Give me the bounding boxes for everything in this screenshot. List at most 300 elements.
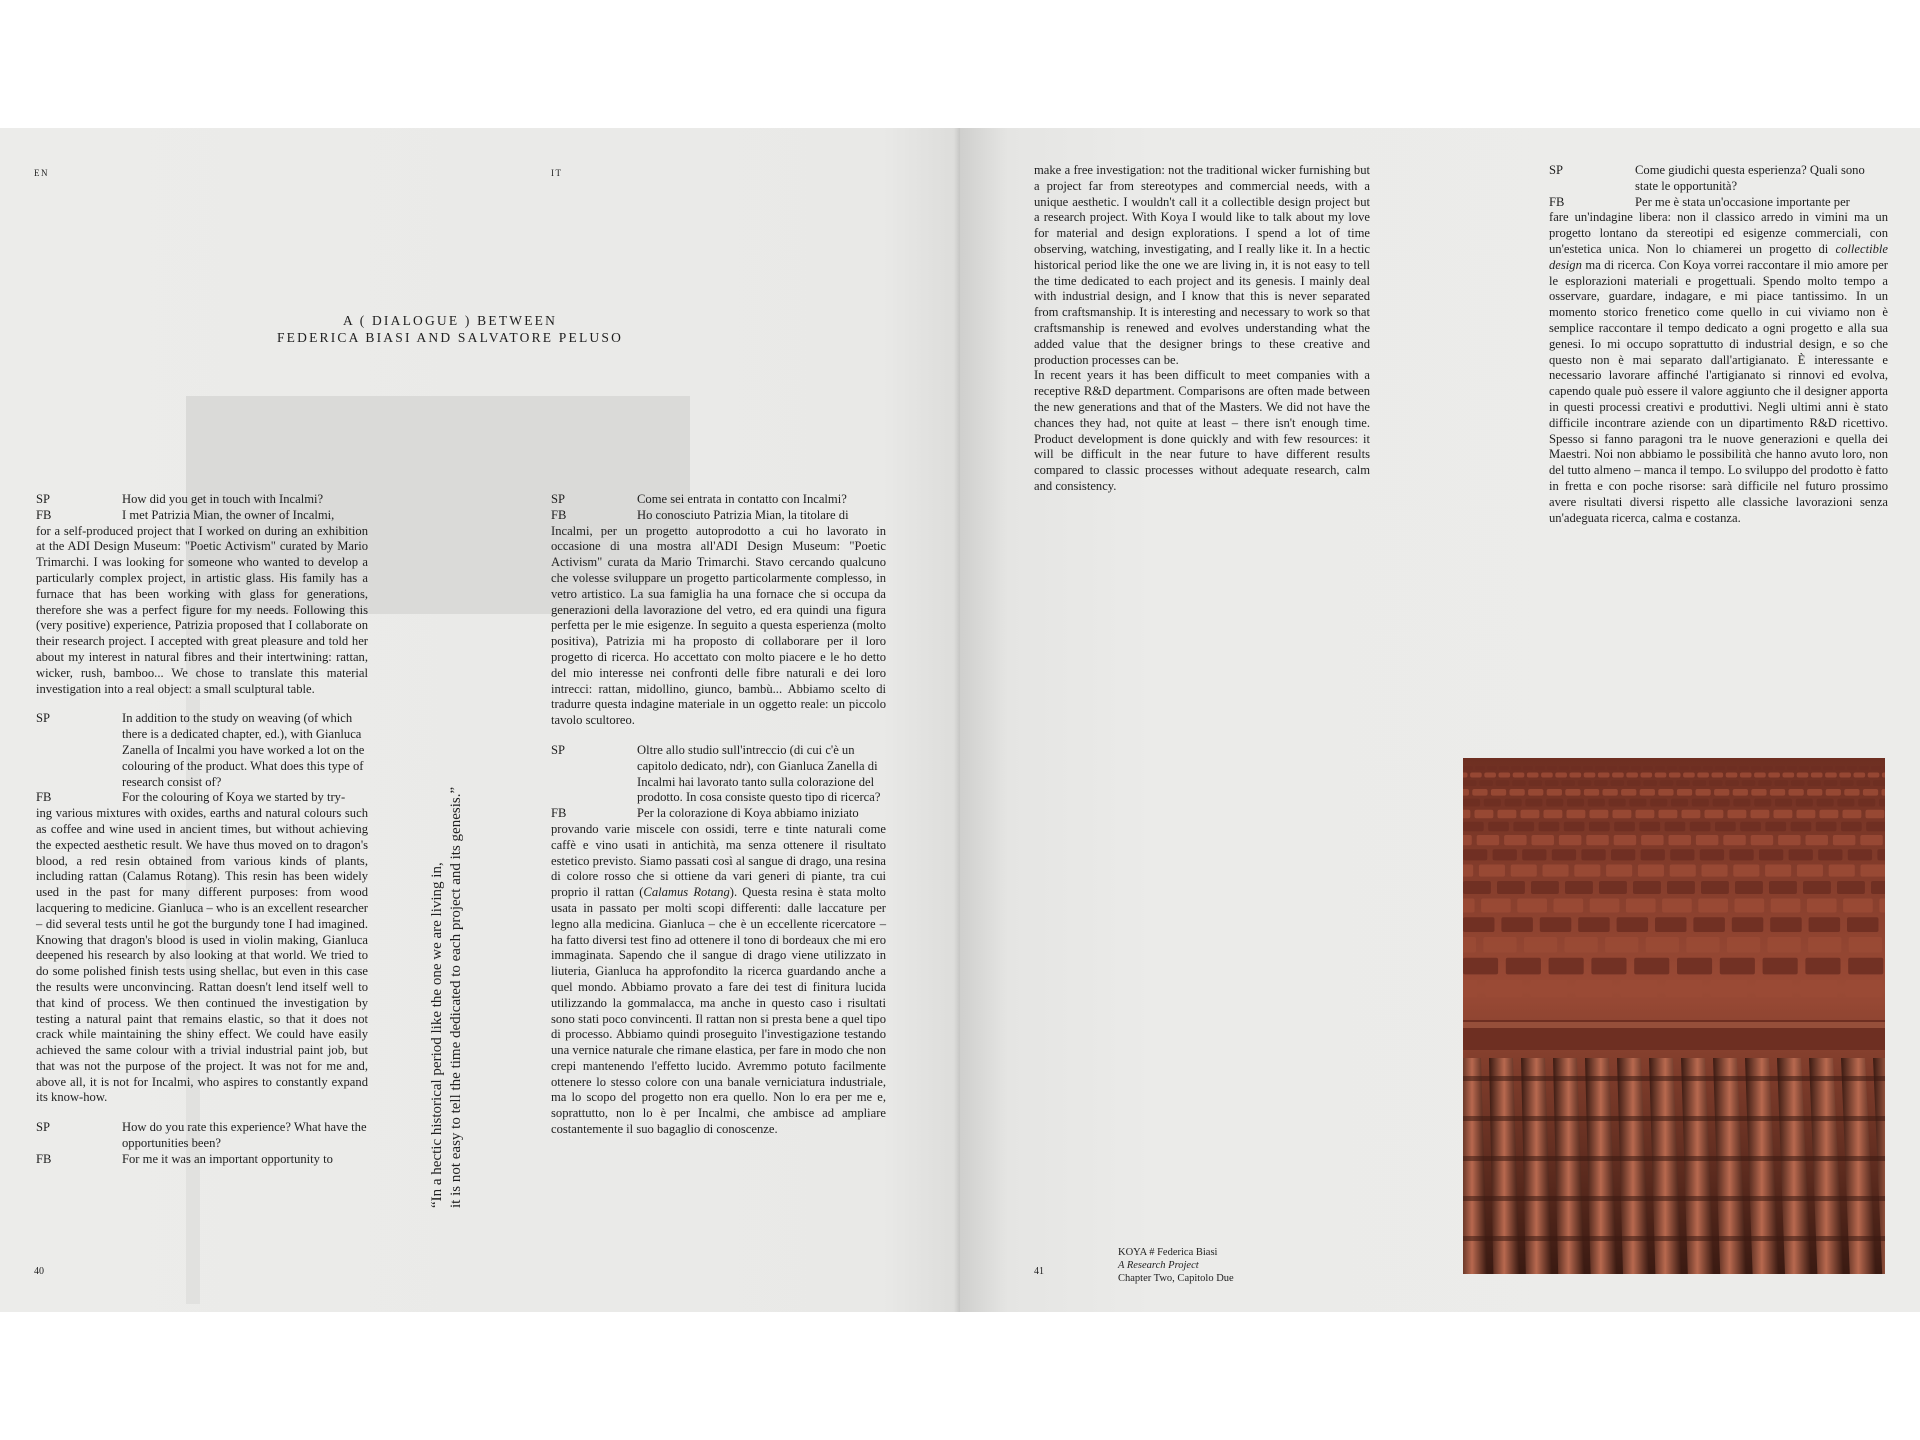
weave-cell	[1693, 780, 1706, 786]
answer-text: Per me è stata un'occasione importante per	[1635, 194, 1850, 209]
weave-cell	[1666, 980, 1703, 998]
weave-cell	[1540, 917, 1571, 932]
weave-cell	[1829, 865, 1855, 877]
weave-cell	[1484, 799, 1501, 807]
credit-line-1: KOYA # Federica Biasi	[1118, 1247, 1218, 1258]
binding-strand	[1463, 1236, 1885, 1241]
speaker-label: FB	[1549, 194, 1565, 209]
speaker-label: SP	[36, 492, 51, 506]
continuation-paragraph-2: In recent years it has been difficult to meet companies with a receptive R&D department. Comparisons are often made between the new generations and that of the Masters. We did not have the chances they had, not quite at least – there isn't enough time. Product development is done quickly and with few resources: it will be difficult in the near future to have different results compared to classic processes without adequate research, calm and consistency.	[1034, 368, 1370, 493]
weave-cell	[1670, 865, 1696, 877]
weave-cell	[1475, 766, 1485, 770]
weave-cell	[1837, 881, 1865, 894]
weave-cell	[1733, 789, 1748, 796]
binding-strand	[1463, 1196, 1885, 1201]
weave-cell	[1740, 773, 1752, 778]
weave-cell	[1591, 958, 1626, 975]
weave-cell	[1807, 789, 1822, 796]
weave-cell	[1491, 789, 1506, 796]
weave-cell	[1463, 980, 1477, 998]
language-label-it: IT	[551, 168, 563, 178]
weave-cell	[1848, 958, 1883, 975]
weave-cell	[1463, 958, 1498, 975]
weave-cell	[1715, 822, 1736, 831]
answer-2-first-line	[551, 806, 886, 822]
question-text: How did you get in touch with Incalmi?	[122, 492, 324, 506]
photo-credit	[1118, 1246, 1234, 1285]
weave-cell	[1501, 917, 1532, 932]
weave-cell	[1796, 799, 1813, 807]
answer-3-body	[1549, 210, 1888, 526]
answer-2-body: ing various mixtures with oxides, earths and natural colours such as coffee and wine used in ancient times, but without achieving the expected aesthetic result. We have thus moved on to dragon's blood, a red resin obtained from various kinds of plants, including rattan (Calamus Rotang). This resin has been widely used in the past for many different purposes: from wood lacquering to medicine. Gianluca – who is an excellent researcher – did several tests until he got the burgundy tone I had imagined. Knowing that dragon's blood is used in violin making, Gianluca deepened his research by also looking at that world. We tried to do some polished finish tests using shellac, but even in this case the results were unconvincing. Rattan doesn't lend itself well to that kind of process. We then continued the investigation by testing a natural paint that remains elastic, so that it does not crack while maintaining the shiny effect. We could have easily achieved the same colour with a trivial industrial paint job, but that was not the purpose of the project. It was not for me and, above all, it is not for Incalmi, who aspires to constantly expand its know-how.	[36, 806, 368, 1105]
weave-cell	[1594, 780, 1607, 786]
weave-cell	[1555, 773, 1567, 778]
language-label-en: EN	[34, 168, 49, 178]
weave-cell	[1866, 810, 1885, 819]
weave-cell	[1463, 766, 1473, 770]
weave-cell	[1770, 917, 1801, 932]
weave-cell	[1590, 810, 1609, 819]
weave-cell	[1705, 810, 1724, 819]
weave-cell	[1713, 799, 1730, 807]
weave-cell	[1733, 799, 1750, 807]
weave-cell	[1463, 849, 1487, 860]
weave-cell	[1640, 789, 1655, 796]
weave-cell	[1835, 766, 1845, 770]
weave-cell	[1643, 780, 1656, 786]
weave-cell	[1861, 865, 1886, 877]
weave-cell	[1775, 799, 1792, 807]
weave-cell	[1470, 773, 1482, 778]
weave-cell	[1711, 980, 1748, 998]
weave-cell	[1633, 881, 1661, 894]
weave-cell	[1742, 780, 1755, 786]
weave-cell	[1525, 799, 1542, 807]
weave-cell	[1543, 865, 1569, 877]
answer-1-body: for a self-produced project that I worked on during an exhibition at the ADI Design Museum: "Poetic Activism" curated by Mario Trimarchi. I was looking for someone who wanted to develop a particularly complex project, in artistic glass. His family has a furnace that has been working with glass for generations, therefore she was a perfect figure for my needs. Following this (very positive) experience, Patrizia proposed that I collaborate on their research project. I accepted with great pleasure and told her about my interest in natural fibres and their intertwining: rattan, wicker, rush, bamboo... We chose to translate this material investigation into a real object: a small sculptural table.	[36, 523, 368, 696]
weave-cell	[1857, 780, 1870, 786]
weave-cell	[1535, 766, 1545, 770]
binding-strand	[1463, 1076, 1885, 1081]
weave-cell	[1662, 899, 1692, 913]
weave-cell	[1613, 810, 1632, 819]
weave-cell	[1809, 917, 1840, 932]
weave-cell	[1584, 773, 1596, 778]
speaker-label: FB	[551, 507, 567, 522]
weave-cell	[1715, 766, 1725, 770]
weave-cell	[1611, 849, 1635, 860]
weave-cell	[1824, 780, 1837, 786]
weave-cell	[1859, 766, 1869, 770]
answer-text-part: provando varie miscele con ossidi, terre e tinte naturali come caffè e vino usati in antichità, ma senza ottenere il risultato estetico previsto. Siamo passati così al sangue di drago, una resina di colore rosso che si ottiene da vari generi di piante, tra cui proprio il rattan (	[551, 821, 886, 900]
weave-cell	[1658, 789, 1673, 796]
weave-cell	[1552, 849, 1576, 860]
weave-cell	[1849, 937, 1882, 953]
weave-cell	[1629, 799, 1646, 807]
weave-cell	[1843, 899, 1873, 913]
question-text: Come giudichi questa esperienza? Quali sono state le opportunità?	[1635, 163, 1865, 193]
weave-cell	[1763, 766, 1773, 770]
weave-cell	[1791, 822, 1812, 831]
weave-cell	[1714, 789, 1729, 796]
weave-cell	[1679, 766, 1689, 770]
weave-cell	[1523, 766, 1533, 770]
weave-cell	[1723, 835, 1745, 845]
weave-cell	[1521, 810, 1540, 819]
weave-cell	[1609, 799, 1626, 807]
weave-cell	[1627, 780, 1640, 786]
weave-cell	[1659, 810, 1678, 819]
weave-cell	[1588, 799, 1605, 807]
weave-cell	[1504, 835, 1526, 845]
weave-cell	[1700, 849, 1724, 860]
weave-cell	[1703, 766, 1713, 770]
weave-cell	[1554, 899, 1584, 913]
weave-cell	[1797, 865, 1823, 877]
weave-cell	[1671, 799, 1688, 807]
english-column	[36, 492, 368, 1168]
weave-cell	[1690, 822, 1711, 831]
weave-cell	[1603, 789, 1618, 796]
answer-text: Ho conosciuto Patrizia Mian, la titolare di	[637, 507, 849, 522]
answer-text-part: ma di ricerca. Con Koya vorrei raccontare il mio amore per le esplorazioni materiali e progettuali. Spendo molto tempo a osservare, guardare, indagare, e mi piace tantissimo. In un momento storico frenetico come quello in cui viviamo non è semplice raccontare il tempo dedicato a ogni progetto e alla sua genesi. Io mi occupo soprattutto di industrial design, e so che questo non è mai separato dall'artigianato. È interessante e necessario lavorare affinché l'artigianato si rinnovi ed evolva, capendo quale può essere il valore aggiunto che il designer apporta in questi processi creativi e produttivi. Negli ultimi anni è stato difficile incontrare aziende con un dipartimento R&D ricettivo. Spesso si fanno paragoni tra le nuove generazioni e quella dei Maestri. Noi non abbiamo le possibilità che hanno avuto loro, non del tutto almeno – manca il tempo. Lo sviluppo del prodotto è fatto in fretta e con poche risorse: sarà difficile nel futuro prossimo avere risultati diversi rispetto alle classiche lavorazioni senza un'adeguata ricerca, calma e costanza.	[1549, 257, 1888, 525]
weave-cell	[1506, 958, 1541, 975]
weave-cell	[1769, 881, 1797, 894]
weave-cell	[1595, 766, 1605, 770]
answer-text: I met Patrizia Mian, the owner of Incalmi,	[122, 507, 335, 522]
weave-cell	[1639, 822, 1660, 831]
weave-cell	[1636, 810, 1655, 819]
weave-cell	[1805, 958, 1840, 975]
weave-cell	[1841, 822, 1862, 831]
weave-cell	[1567, 799, 1584, 807]
weave-cell	[1871, 881, 1885, 894]
weave-cell	[1614, 822, 1635, 831]
weave-cell	[1751, 789, 1766, 796]
weave-cell	[1499, 773, 1511, 778]
weave-cell	[1768, 937, 1801, 953]
weave-cell	[1532, 835, 1554, 845]
weave-cell	[1847, 917, 1878, 932]
weave-cell	[1670, 849, 1694, 860]
weave-cell	[1728, 810, 1747, 819]
weave-cell	[1820, 810, 1839, 819]
weave-cell	[1863, 789, 1878, 796]
weave-cell	[1539, 822, 1560, 831]
weave-cell	[1873, 780, 1885, 786]
weave-cell	[1522, 849, 1546, 860]
italian-column	[551, 492, 886, 1152]
weave-cell	[1775, 780, 1788, 786]
answer-text-part: fare un'indagine libera: non il classico arredo in vimini ma un progetto lontano da stereotipi ed esigenze commerciali, con un'estetica unica. Non lo chiamerei un progetto di	[1549, 210, 1888, 256]
answer-1-body: Incalmi, per un progetto autoprodotto a cui ho lavorato in occasione di una mostra all'ADI Design Museum: "Poetic Activism" curata da Mario Trimarchi. Stavo cercando qualcuno che volesse sviluppare un progetto particolarmente complesso, in vetro artistico. La sua famiglia ha una fornace che si occupa da generazioni della lavorazione del vetro, ed era quindi una figura perfetta per le mie esigenze. In seguito a questa esperienza (molto positiva), Patrizia mi ha proposto di collaborare per il loro progetto di ricerca. Ho accettato con molto piacere e le ho detto del mio interesse nei confronti delle fibre naturali e dei loro intrecci: rattan, midollino, giunco, bambù... Abbiamo scelto di tradurre questa indagine materiale in un oggetto reale: un piccolo tavolo scultoreo.	[551, 523, 886, 728]
weave-cell	[1811, 766, 1821, 770]
weave-cell	[1517, 899, 1547, 913]
weave-cell	[1797, 810, 1816, 819]
heading-line-1: A ( DIALOGUE ) BETWEEN	[342, 313, 558, 328]
speaker-label: FB	[36, 790, 52, 805]
weave-cell	[1477, 835, 1499, 845]
weave-cell	[1614, 835, 1636, 845]
weave-cell	[1787, 766, 1797, 770]
weave-cell	[1879, 899, 1885, 913]
weave-cell	[1621, 789, 1636, 796]
weave-cell	[1463, 937, 1476, 953]
weave-cell	[1770, 789, 1785, 796]
weave-cell	[1498, 810, 1517, 819]
pull-quote-line-1: “In a hectic historical period like the one we are living in,	[429, 862, 445, 1208]
weave-cell	[1701, 881, 1729, 894]
weave-cell	[1774, 810, 1793, 819]
weave-cell	[1576, 980, 1613, 998]
weave-cell	[1561, 780, 1574, 786]
weave-cell	[1727, 937, 1760, 953]
weave-cell	[1463, 822, 1484, 831]
weave-cell	[1696, 835, 1718, 845]
weave-cell	[1655, 766, 1665, 770]
weave-cell	[1735, 881, 1763, 894]
weave-cell	[1676, 780, 1689, 786]
weave-cell	[1667, 881, 1695, 894]
weave-cell	[1545, 780, 1558, 786]
answer-1-first-line	[36, 508, 368, 524]
weave-cell	[1559, 835, 1581, 845]
question-2	[36, 711, 368, 790]
weave-cell	[1510, 789, 1525, 796]
binding-strand	[1463, 1156, 1885, 1161]
question-text: How do you rate this experience? What have the opportunities been?	[122, 1120, 367, 1151]
weave-cell	[1513, 773, 1525, 778]
weave-cell	[1638, 865, 1664, 877]
weave-cell	[1765, 822, 1786, 831]
weave-cell	[1860, 835, 1882, 845]
question-3	[36, 1120, 368, 1152]
left-page	[0, 128, 960, 1312]
weave-cell	[1844, 789, 1859, 796]
weave-cell	[1598, 773, 1610, 778]
weave-cell	[1463, 865, 1473, 877]
question-text: Oltre allo studio sull'intreccio (di cui c'è un capitolo dedicato, ndr), con Gianluca Zanella di Incalmi hai lavorato tanto sulla colorazione del prodotto. In cosa consiste questo tipo di ricerca?	[637, 742, 881, 805]
weave-cell	[1751, 766, 1761, 770]
rattan-weave-photo	[1463, 758, 1885, 1274]
weave-cell	[1665, 822, 1686, 831]
weave-cell	[1479, 865, 1505, 877]
question-text: In addition to the study on weaving (of which there is a dedicated chapter, ed.), with Gianluca Zanella of Incalmi you have worked a lot on the colouring of the product. What does this type of research consist of?	[122, 711, 365, 789]
weave-cell	[1871, 766, 1881, 770]
speaker-label: SP	[36, 1120, 51, 1135]
weave-cell	[1605, 937, 1638, 953]
rim-highlight	[1463, 1022, 1885, 1028]
weave-cell	[1463, 881, 1491, 894]
weave-cell	[1817, 799, 1834, 807]
weave-cell	[1513, 822, 1534, 831]
weave-cell	[1789, 849, 1813, 860]
rattan-weave-image	[1463, 758, 1885, 1274]
weave-cell	[1643, 766, 1653, 770]
weave-cell	[1646, 937, 1679, 953]
weave-cell	[1833, 835, 1855, 845]
weave-cell	[1882, 789, 1886, 796]
weave-cell	[1565, 937, 1598, 953]
speaker-label: FB	[551, 806, 567, 821]
weave-cell	[1811, 773, 1823, 778]
answer-text-italic: Calamus Rotang	[643, 885, 730, 900]
weave-cell	[1650, 799, 1667, 807]
weave-cell	[1511, 766, 1521, 770]
weave-cell	[1726, 773, 1738, 778]
weave-cell	[1565, 789, 1580, 796]
weave-cell	[1463, 917, 1494, 932]
weave-cell	[1799, 766, 1809, 770]
weave-cell	[1463, 773, 1468, 778]
answer-2-first-line	[36, 790, 368, 806]
question-text: Come sei entrata in contatto con Incalmi?	[637, 492, 847, 506]
weave-cell	[1823, 766, 1833, 770]
weave-cell	[1740, 822, 1761, 831]
weave-cell	[1578, 917, 1609, 932]
weave-cell	[1807, 780, 1820, 786]
weave-cell	[1712, 773, 1724, 778]
weave-cell	[1660, 780, 1673, 786]
weave-cell	[1756, 980, 1793, 998]
weave-cell	[1607, 766, 1617, 770]
question-2	[551, 743, 886, 806]
weave-cell	[1789, 789, 1804, 796]
weave-cell	[1626, 899, 1656, 913]
weave-cell	[1720, 958, 1755, 975]
weave-cell	[1854, 773, 1866, 778]
weave-cell	[1759, 849, 1783, 860]
weave-cell	[1505, 799, 1522, 807]
weave-cell	[1589, 822, 1610, 831]
weave-cell	[1463, 799, 1480, 807]
weave-cell	[1803, 881, 1831, 894]
weave-cell	[1599, 881, 1627, 894]
weave-cell	[1493, 849, 1517, 860]
weave-cell	[1826, 789, 1841, 796]
weave-cell	[1479, 780, 1492, 786]
weave-cell	[1677, 958, 1712, 975]
answer-text-part: ). Questa resina è stata molto usata in passato per molti scopi differenti: dalle laccature per legno alla medicina. Gianluca – che è un eccellente ricercatore – ha fatto diversi test fino ad ottenere il tono di bordeaux che mi ero immaginata. Sapendo che il sangue di drago viene utilizzato in liuteria, Gianluca ha approfondito la ricerca guardando anche a quel mondo. Abbiamo provato a fare dei test di finitura lucida utilizzando la gommalacca, ma anche in questo caso i risultati sono stati poco convincenti. Il rattan non si presta bene a quel tipo di processo. Abbiamo quindi proseguito l'investigazione testando una vernice naturale che rimane elastica, per fare in modo che non crepi mantenendo l'effetto lucido. Avremmo potuto facilmente ottenere lo stesso colore con una banale verniciatura industriale, ma lo scopo del progetto non era quello. Non lo era per me e, soprattutto, non lo è per Incalmi, che ambisce ad ampliare costantemente il suo bagaglio di conoscenze.	[551, 885, 886, 1137]
credit-line-2: A Research Project	[1118, 1260, 1199, 1271]
italian-continuation-column	[1549, 163, 1888, 540]
speaker-label: FB	[36, 507, 52, 522]
weave-cell	[1565, 881, 1593, 894]
weave-cell	[1497, 881, 1525, 894]
weave-cell	[1463, 789, 1469, 796]
weave-cell	[1709, 780, 1722, 786]
weave-cell	[1574, 865, 1600, 877]
weave-cell	[1808, 937, 1841, 953]
weave-cell	[1797, 773, 1809, 778]
weave-cell	[1778, 835, 1800, 845]
weave-cell	[1499, 766, 1509, 770]
weave-cell	[1641, 773, 1653, 778]
weave-cell	[1484, 773, 1496, 778]
weave-cell	[1751, 810, 1770, 819]
weave-cell	[1846, 980, 1883, 998]
weave-cell	[1702, 865, 1728, 877]
weave-cell	[1698, 899, 1728, 913]
weave-cell	[1682, 810, 1701, 819]
weave-cell	[1549, 958, 1584, 975]
question-3	[1549, 163, 1888, 195]
weave-cell	[1531, 881, 1559, 894]
weave-cell	[1868, 773, 1880, 778]
weave-cell	[1488, 822, 1509, 831]
weave-cell	[1463, 899, 1475, 913]
page-number-right: 41	[1034, 1266, 1044, 1277]
weave-cell	[1735, 899, 1765, 913]
weave-cell	[1727, 766, 1737, 770]
heading-line-2: FEDERICA BIASI AND SALVATORE PELUSO	[276, 330, 624, 345]
answer-text: For the colouring of Koya we started by try-	[122, 790, 346, 805]
weave-cell	[1840, 780, 1853, 786]
weave-cell	[1564, 822, 1585, 831]
weave-cell	[1807, 899, 1837, 913]
weave-cell	[1691, 766, 1701, 770]
question-1	[551, 492, 886, 508]
speaker-label: FB	[36, 1151, 52, 1166]
weave-cell	[1655, 773, 1667, 778]
weave-cell	[1541, 773, 1553, 778]
answer-1-first-line	[551, 508, 886, 524]
weave-cell	[1463, 810, 1470, 819]
weave-cell	[1486, 980, 1523, 998]
weave-cell	[1544, 810, 1563, 819]
weave-cell	[1586, 835, 1608, 845]
weave-cell	[1512, 780, 1525, 786]
english-continuation-column	[1034, 163, 1370, 509]
question-1	[36, 492, 368, 508]
weave-cell	[1754, 773, 1766, 778]
weave-cell	[1669, 835, 1691, 845]
weave-cell	[1547, 789, 1562, 796]
weave-cell	[1472, 789, 1487, 796]
right-page	[960, 128, 1920, 1312]
speaker-label: SP	[551, 492, 566, 506]
weave-cell	[1758, 780, 1771, 786]
weave-cell	[1818, 849, 1842, 860]
weave-cell	[1619, 766, 1629, 770]
weave-cell	[1877, 849, 1885, 860]
weave-cell	[1677, 789, 1692, 796]
weave-cell	[1768, 773, 1780, 778]
weave-cell	[1475, 810, 1494, 819]
weave-cell	[1528, 789, 1543, 796]
weave-cell	[1697, 773, 1709, 778]
weave-cell	[1463, 835, 1472, 845]
weave-cell	[1669, 773, 1681, 778]
weave-cell	[1866, 822, 1885, 831]
weave-cell	[1751, 835, 1773, 845]
weave-cell	[1590, 899, 1620, 913]
weave-cell	[1634, 958, 1669, 975]
weave-cell	[1765, 865, 1791, 877]
weave-cell	[1806, 835, 1828, 845]
weave-cell	[1686, 937, 1719, 953]
binding-strand	[1463, 1116, 1885, 1121]
weave-cell	[1496, 780, 1509, 786]
weave-cell	[1527, 773, 1539, 778]
weave-cell	[1775, 766, 1785, 770]
answer-text: For me it was an important opportunity to	[122, 1151, 333, 1166]
weave-cell	[1837, 799, 1854, 807]
weave-cell	[1732, 917, 1763, 932]
weave-cell	[1578, 780, 1591, 786]
answer-text: Per la colorazione di Koya abbiamo iniziato	[637, 806, 859, 821]
weave-cell	[1463, 780, 1476, 786]
